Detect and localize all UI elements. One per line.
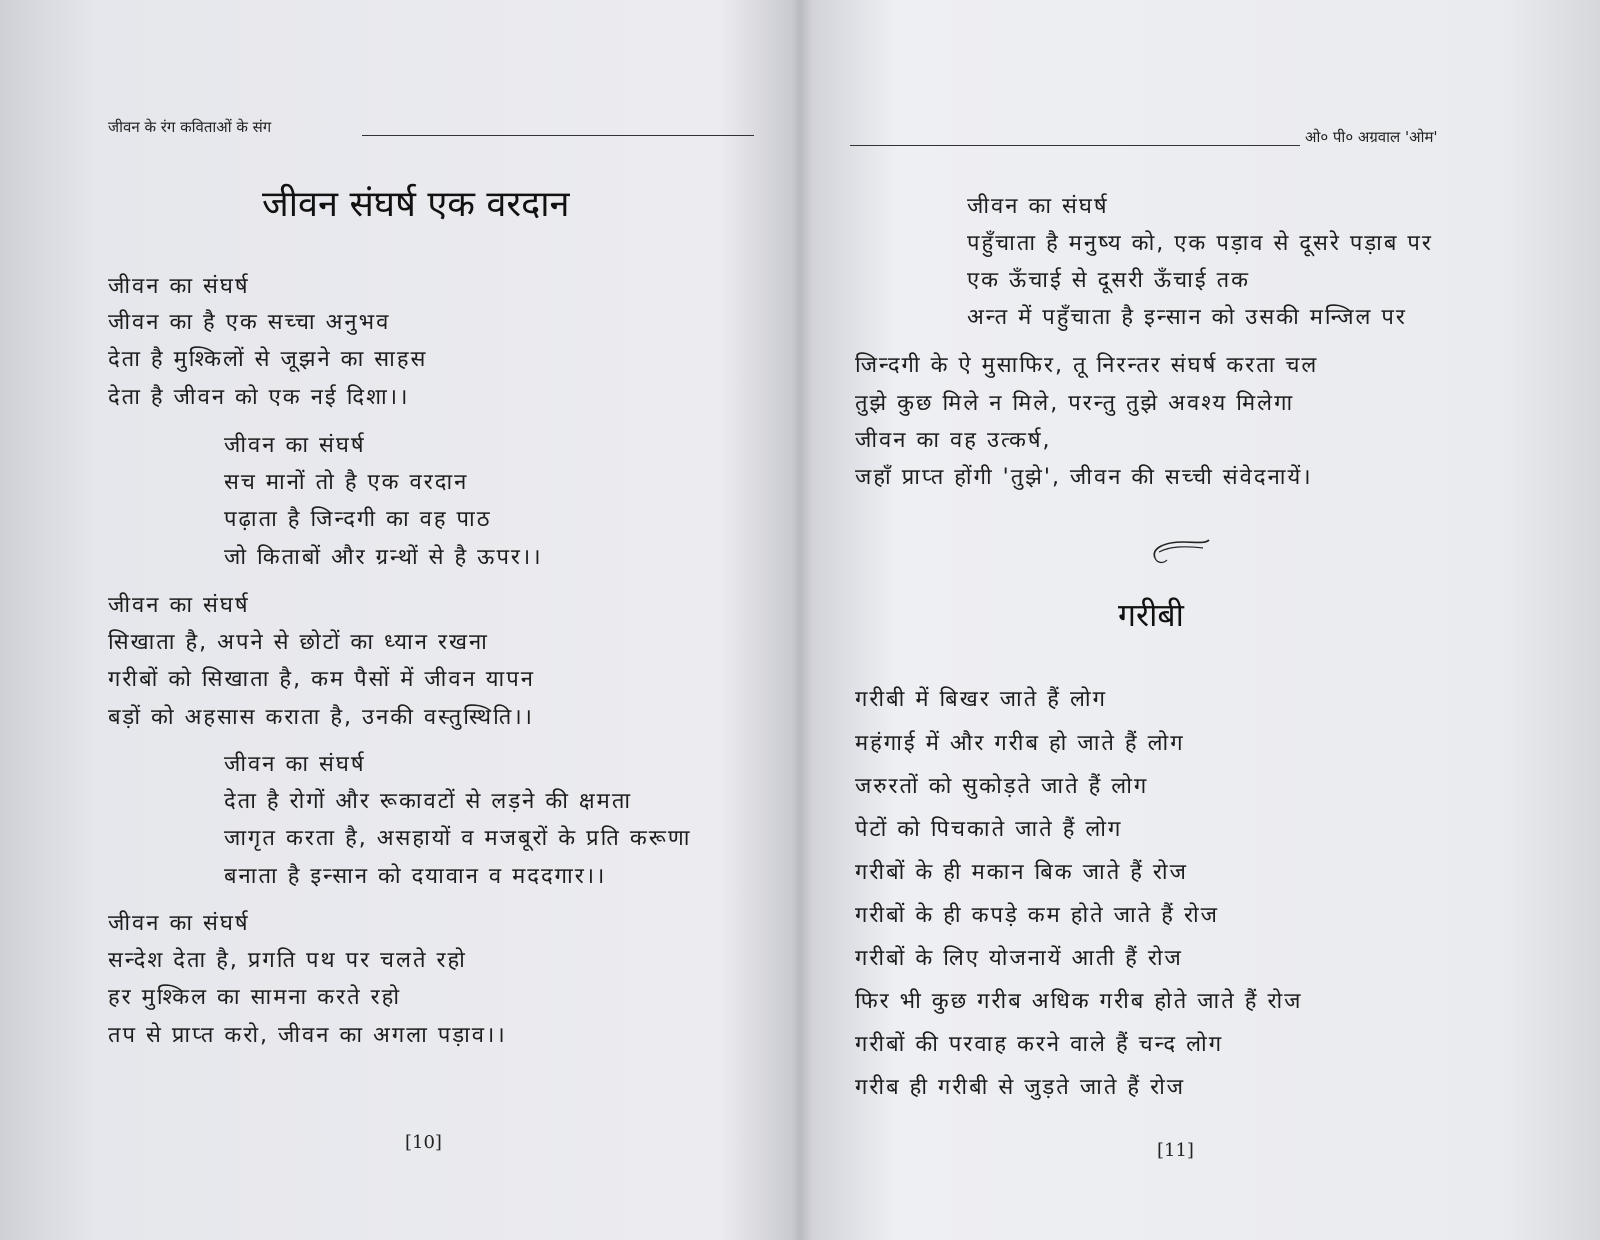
right-page	[805, 0, 1600, 1240]
poem-line: जिन्दगी के ऐ मुसाफिर, तू निरन्तर संघर्ष करता चल	[855, 353, 1319, 378]
poem-line: महंगाई में और गरीब हो जाते हैं लोग	[855, 731, 1185, 756]
poem-line: देता है रोगों और रूकावटों से लड़ने की क्षमता	[224, 789, 633, 814]
poem-line: बनाता है इन्सान को दयावान व मददगार।।	[224, 864, 607, 889]
poem-line: जीवन का संघर्ष	[224, 752, 366, 777]
poem-line: फिर भी कुछ गरीब अधिक गरीब होते जाते हैं रोज	[855, 989, 1303, 1014]
poem-line: गरीबों की परवाह करने वाले हैं चन्द लोग	[855, 1032, 1224, 1057]
poem-line: गरीबों को सिखाता है, कम पैसों में जीवन यापन	[108, 667, 535, 692]
poem-line: जरुरतों को सुकोड़ते जाते हैं लोग	[855, 774, 1149, 799]
poem-line: जीवन का संघर्ष	[108, 593, 250, 618]
left-poem-title: जीवन संघर्ष एक वरदान	[262, 184, 570, 225]
poem-line: देता है जीवन को एक नई दिशा।।	[108, 385, 410, 410]
poem-line: तप से प्राप्त करो, जीवन का अगला पड़ाव।।	[108, 1023, 507, 1048]
poem-line: अन्त में पहुँचाता है इन्सान को उसकी मन्जिल पर	[967, 305, 1407, 330]
flourish-divider-icon	[1145, 530, 1215, 570]
poem-line: जीवन का है एक सच्चा अनुभव	[108, 310, 391, 335]
poem-line: गरीबों के ही कपड़े कम होते जाते हैं रोज	[855, 903, 1219, 928]
poem-line: जागृत करता है, असहायों व मजबूरों के प्रति करूणा	[224, 826, 692, 851]
poem-line: जीवन का संघर्ष	[224, 433, 366, 458]
left-running-head: जीवन के रंग कविताओं के संग	[108, 118, 272, 136]
poem-line: सिखाता है, अपने से छोटों का ध्यान रखना	[108, 630, 489, 655]
right-page-number: [11]	[1157, 1140, 1194, 1161]
left-header-rule	[362, 135, 754, 136]
poem-line: सच मानों तो है एक वरदान	[224, 470, 469, 495]
poem-line: हर मुश्किल का सामना करते रहो	[108, 985, 402, 1010]
poem-line: गरीबी में बिखर जाते हैं लोग	[855, 687, 1107, 712]
poem-line: पढ़ाता है जिन्दगी का वह पाठ	[224, 507, 492, 532]
left-page-number: [10]	[405, 1132, 442, 1153]
right-poem-title: गरीबी	[1118, 596, 1184, 634]
poem-line: जीवन का संघर्ष	[108, 911, 250, 936]
poem-line: जहाँ प्राप्त होंगी 'तुझे', जीवन की सच्ची संवेदनायें।	[855, 465, 1313, 490]
poem-line: देता है मुश्किलों से जूझने का साहस	[108, 347, 428, 372]
poem-line: गरीबों के लिए योजनायें आती हैं रोज	[855, 946, 1183, 971]
poem-line: गरीबों के ही मकान बिक जाते हैं रोज	[855, 860, 1188, 885]
poem-line: गरीब ही गरीबी से जुड़ते जाते हैं रोज	[855, 1075, 1186, 1100]
poem-line: तुझे कुछ मिले न मिले, परन्तु तुझे अवश्य मिलेगा	[855, 391, 1295, 416]
poem-line: पेटों को पिचकाते जाते हैं लोग	[855, 817, 1123, 842]
poem-line: एक ऊँचाई से दूसरी ऊँचाई तक	[967, 268, 1251, 293]
left-page	[0, 0, 795, 1240]
poem-line: जीवन का संघर्ष	[108, 274, 250, 299]
poem-line: पहुँचाता है मनुष्य को, एक पड़ाव से दूसरे पड़ाब पर	[967, 231, 1433, 256]
right-running-head: ओ० पी० अग्रवाल 'ओम'	[1305, 128, 1438, 146]
poem-line: जीवन का वह उत्कर्ष,	[855, 428, 1052, 453]
poem-line: जीवन का संघर्ष	[967, 194, 1109, 219]
poem-line: सन्देश देता है, प्रगति पथ पर चलते रहो	[108, 948, 467, 973]
poem-line: बड़ों को अहसास कराता है, उनकी वस्तुस्थिति।।	[108, 705, 534, 730]
poem-line: जो किताबों और ग्रन्थों से है ऊपर।।	[224, 545, 543, 570]
right-header-rule	[850, 145, 1300, 146]
